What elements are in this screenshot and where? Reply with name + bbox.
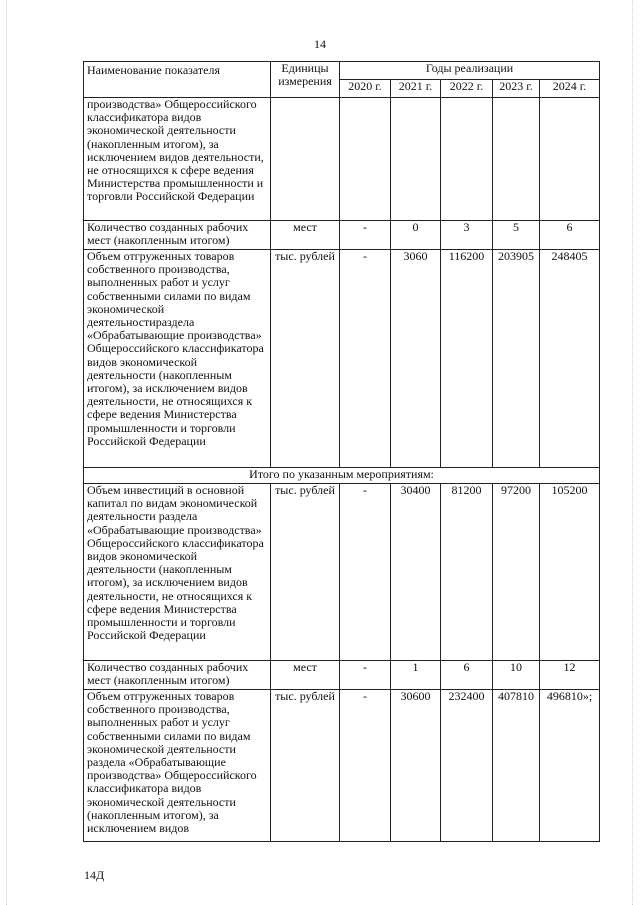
- right-scan-edge: [632, 0, 633, 905]
- value-2021: 3060: [391, 250, 441, 468]
- value-2020: -: [340, 484, 391, 661]
- header-indicator-name: Наименование показателя: [84, 62, 271, 98]
- value-2024: 12: [540, 661, 600, 690]
- value-2020: -: [340, 661, 391, 690]
- indicator-name: Объем отгруженных товаров собственного производства, выполненных работ и услуг собственными силами по видам экономической деятельности раздела «Обрабатывающие производства» Общероссийского классификатора видов экономической деятельности (накопленным итогом), за исключением видов: [84, 690, 271, 842]
- header-year-2020: 2020 г.: [340, 80, 391, 98]
- value-2023: 407810: [493, 690, 540, 842]
- indicator-name: Количество созданных рабочих мест (накопленным итогом): [84, 661, 271, 690]
- table-row: [84, 484, 600, 661]
- section-title: Итого по указанным мероприятиям:: [84, 468, 600, 484]
- indicator-name: Объем инвестиций в основной капитал по видам экономической деятельности раздела «Обрабатывающие производства» Общероссийского классификатора видов экономической деятельности (накопленным итогом), за исключением видов деятельности, не относящихся к сфере ведения Министерства промышленности и торговли Российской Федерации: [84, 484, 271, 661]
- value-2021: 1: [391, 661, 441, 690]
- value-2024: 496810»;: [540, 690, 600, 842]
- header-year-2021: 2021 г.: [391, 80, 441, 98]
- table-row: [84, 250, 600, 468]
- value-2023: 97200: [493, 484, 540, 661]
- value-2024: 105200: [540, 484, 600, 661]
- value-2023: 5: [493, 221, 540, 250]
- value-2024: 248405: [540, 250, 600, 468]
- value-2021: 30600: [391, 690, 441, 842]
- value-2021: 30400: [391, 484, 441, 661]
- indicators-table: [83, 61, 600, 842]
- footer-document-code: 14Д: [84, 868, 105, 882]
- header-year-2022: 2022 г.: [441, 80, 493, 98]
- header-year-2023: 2023 г.: [493, 80, 540, 98]
- indicator-unit: тыс. рублей: [271, 250, 340, 468]
- value-2022: 6: [441, 661, 493, 690]
- indicator-unit: мест: [271, 661, 340, 690]
- table-row: [84, 661, 600, 690]
- indicator-name: Объем отгруженных товаров собственного производства, выполненных работ и услуг собственными силами по видам экономической деятельностираздела «Обрабатывающие производства» Общероссийского классификатора видов экономической деятельности (накопленным итогом), за исключением видов деятельности, не относящихся к сфере ведения Министерства промышленности и торговли Российской Федерации: [84, 250, 271, 468]
- indicator-unit: мест: [271, 221, 340, 250]
- header-unit: Единицы измерения: [271, 62, 340, 98]
- value-2024: 6: [540, 221, 600, 250]
- indicator-name: Количество созданных рабочих мест (накопленным итогом): [84, 221, 271, 250]
- value-2021: [391, 98, 441, 221]
- value-2022: 116200: [441, 250, 493, 468]
- indicator-unit: [271, 98, 340, 221]
- indicator-name: производства» Общероссийского классификатора видов экономической деятельности (накопленным итогом), за исключением видов деятельности, не относящихся к сфере ведения Министерства промышленности и торговли Российской Федерации: [84, 98, 271, 221]
- left-scan-edge: [6, 0, 7, 905]
- value-2021: 0: [391, 221, 441, 250]
- value-2020: -: [340, 690, 391, 842]
- indicator-unit: тыс. рублей: [271, 690, 340, 842]
- value-2024: [540, 98, 600, 221]
- value-2020: [340, 98, 391, 221]
- value-2022: 81200: [441, 484, 493, 661]
- table-row: [84, 221, 600, 250]
- table-row: [84, 690, 600, 842]
- value-2022: 232400: [441, 690, 493, 842]
- value-2022: [441, 98, 493, 221]
- value-2020: -: [340, 250, 391, 468]
- section-title-row: [84, 468, 600, 484]
- value-2023: 203905: [493, 250, 540, 468]
- value-2020: -: [340, 221, 391, 250]
- header-year-2024: 2024 г.: [540, 80, 600, 98]
- indicator-unit: тыс. рублей: [271, 484, 340, 661]
- header-years-group: Годы реализации: [340, 62, 600, 80]
- table-row: [84, 98, 600, 221]
- value-2022: 3: [441, 221, 493, 250]
- page-number: 14: [314, 37, 326, 51]
- value-2023: 10: [493, 661, 540, 690]
- value-2023: [493, 98, 540, 221]
